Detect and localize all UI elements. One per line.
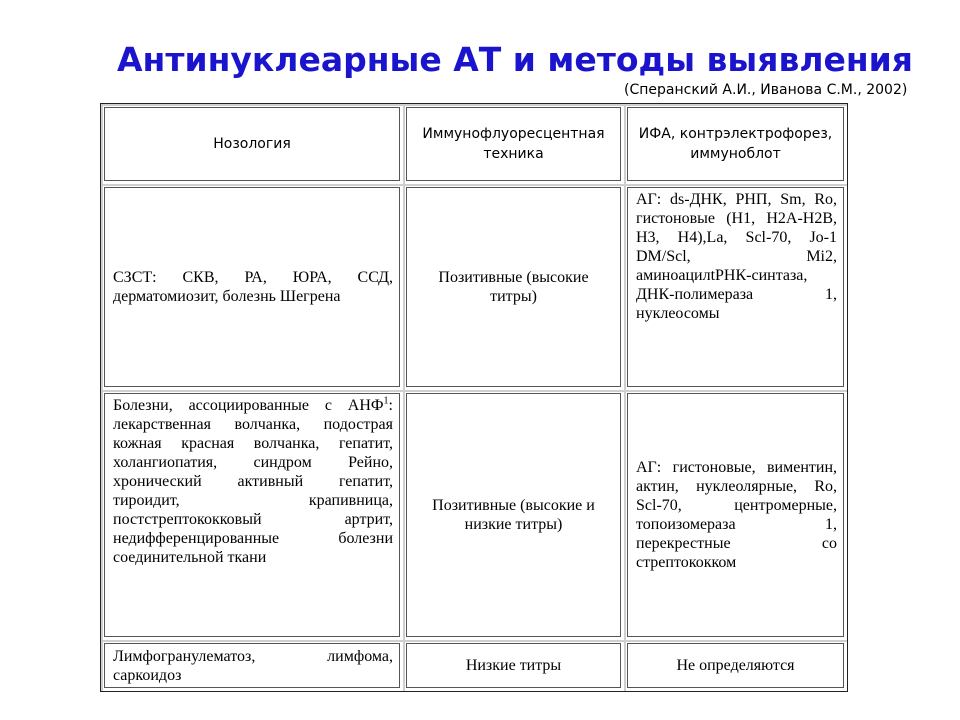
if-technique-text: Позитивные (высокие и низкие титры) (432, 497, 595, 533)
nosology-text: Лимфогранулематоз, лимфома, саркоидоз (113, 647, 393, 684)
table-row (101, 640, 847, 691)
if-technique-text: Позитивные (высокие титры) (438, 269, 589, 305)
header-cell (624, 104, 847, 184)
table-row (101, 184, 847, 390)
ifa-text: Не определяются (676, 657, 795, 674)
table-row (101, 390, 847, 640)
table-cell (624, 184, 847, 390)
source-citation: (Сперанский А.И., Иванова С.М., 2002) (624, 82, 908, 98)
table-cell (403, 640, 624, 691)
header-ifa-methods: ИФА, контрэлектрофорез, иммуноблот (638, 126, 833, 162)
ifa-text: АГ: ds-ДНК, РНП, Sm, Ro, гистоновые (H1, H2A-H2B, H3, H4),La, Scl-70, Jo-1 DM/Scl, Mi2, аминоацилtРНК-синтаза, ДНК-полимераза 1, нуклеосомы (636, 191, 837, 322)
footnote-marker: 1 (383, 395, 389, 407)
table-cell (403, 184, 624, 390)
nosology-text (113, 396, 393, 567)
if-technique-text: Низкие титры (465, 657, 562, 674)
ifa-text: АГ: гистоновые, виментин, актин, нуклеолярные, Ro, Scl-70, центромерные, топоизомераза 1, перекрестные со стрептококком (636, 459, 837, 571)
header-nosology: Нозология (213, 136, 291, 152)
nosology-text-start: Болезни, ассоциированные с АНФ (113, 397, 384, 414)
header-cell (403, 104, 624, 184)
table-cell (101, 390, 403, 640)
table-cell (101, 640, 403, 691)
antinuclear-antibodies-table (101, 104, 847, 691)
nosology-text: СЗСТ: СКВ, РА, ЮРА, ССД, дерматомиозит, болезнь Шегрена (113, 269, 393, 305)
nosology-text-end: : лекарственная волчанка, подострая кожная красная волчанка, гепатит, холангиопатия, синдром Рейно, хронический активный гепатит, тироидит, крапивница, постстрептококковый артрит, недифференцированные болезни соединительной ткани (113, 397, 393, 566)
table-cell (101, 184, 403, 390)
header-cell (101, 104, 403, 184)
page-title: Антинуклеарные АТ и методы выявления (117, 40, 913, 79)
table-header-row (101, 104, 847, 184)
table-cell (624, 390, 847, 640)
table-cell (403, 390, 624, 640)
header-if-technique: Иммунофлуоресцентная техника (422, 126, 605, 162)
table-cell (624, 640, 847, 691)
